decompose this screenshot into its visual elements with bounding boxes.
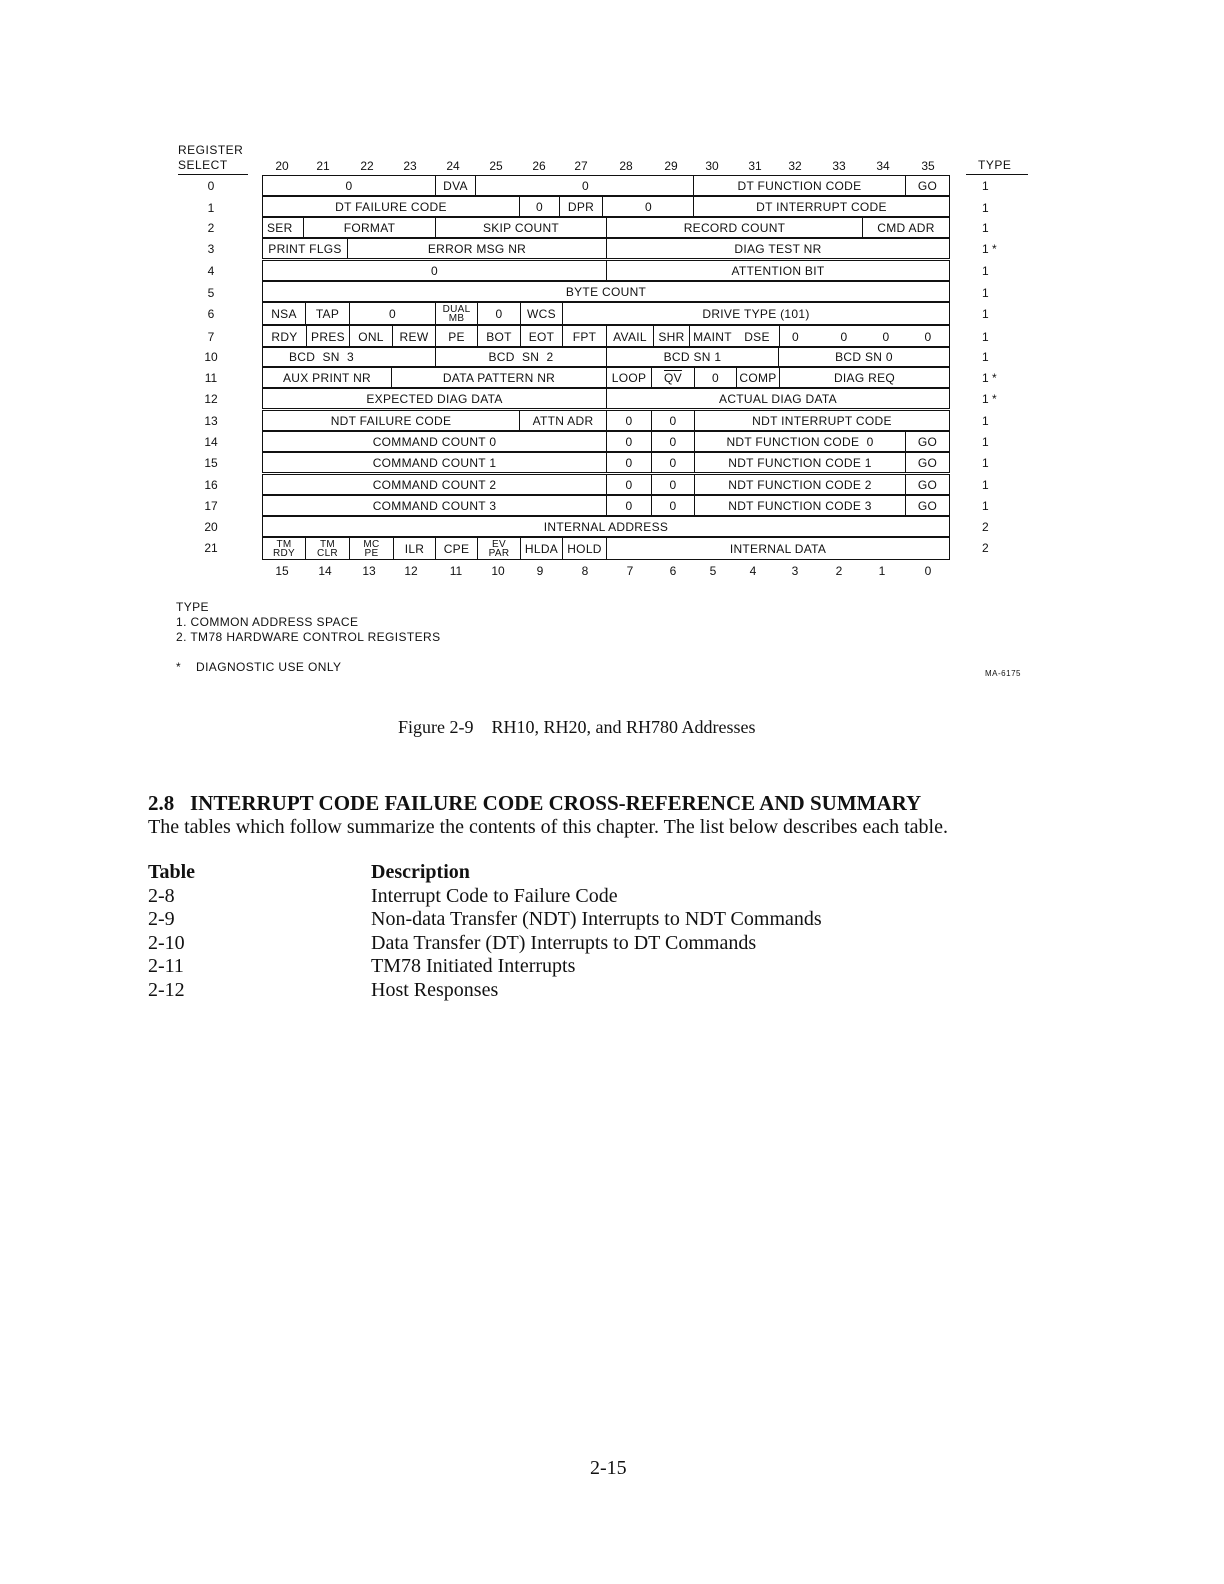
register-field: ERROR MSG NR — [347, 239, 606, 258]
field-line: PAR — [488, 547, 510, 559]
register-field — [477, 538, 520, 559]
register-number: 5 — [207, 286, 215, 300]
bit-number: 7 — [626, 564, 634, 578]
bit-number: 32 — [788, 159, 802, 173]
register-row — [262, 431, 950, 452]
register-field: 0 — [349, 303, 435, 324]
register-number: 20 — [204, 520, 218, 534]
register-type: 1 — [982, 478, 989, 492]
register-field: EXPECTED DIAG DATA — [366, 391, 503, 406]
table-description: Interrupt Code to Failure Code — [371, 885, 618, 907]
legend-item: 1. COMMON ADDRESS SPACE — [176, 615, 359, 629]
register-type: 1 — [982, 499, 989, 513]
register-type: 2 — [982, 541, 989, 555]
bit-number: 24 — [446, 159, 460, 173]
register-field: DATA PATTERN NR — [391, 368, 606, 387]
register-field: 0 — [519, 197, 559, 216]
register-select-line2: SELECT — [178, 158, 228, 172]
register-select-heading — [178, 143, 243, 173]
register-row — [262, 260, 950, 281]
register-type: 1 — [982, 221, 989, 235]
bit-number: 21 — [316, 159, 330, 173]
register-field: 0 — [606, 432, 651, 451]
bit-number: 31 — [748, 159, 762, 173]
register-field: NDT FUNCTION CODE 3 — [694, 496, 905, 515]
register-field: DIAG REQ — [779, 368, 949, 387]
register-select-line1: REGISTER — [178, 143, 244, 157]
register-field: BCD SN 2 — [435, 347, 606, 366]
register-number: 14 — [204, 435, 218, 449]
bit-number: 15 — [275, 564, 289, 578]
register-type: 1 — [982, 179, 989, 193]
register-number: 11 — [204, 371, 218, 385]
figure-caption: Figure 2-9 RH10, RH20, and RH780 Addresses — [398, 717, 756, 737]
register-number: 1 — [207, 201, 215, 215]
bit-number: 34 — [876, 159, 890, 173]
bit-number: 25 — [489, 159, 503, 173]
register-field — [435, 303, 477, 324]
table-number: 2-8 — [148, 885, 175, 907]
register-field: COMMAND COUNT 0 — [372, 434, 497, 449]
register-field: BYTE COUNT — [565, 284, 647, 299]
register-field: 0 — [602, 197, 694, 216]
register-field: COMMAND COUNT 3 — [372, 498, 497, 513]
bit-number: 35 — [921, 159, 935, 173]
register-field: DT INTERRUPT CODE — [693, 197, 949, 216]
register-row — [262, 474, 950, 495]
register-row — [262, 452, 950, 473]
register-field: $\overline{QV}$ — [651, 368, 694, 387]
register-field: AVAIL — [606, 326, 653, 347]
register-type: 1 — [982, 435, 989, 449]
field-line: MC — [363, 538, 380, 550]
bit-number: 20 — [275, 159, 289, 173]
register-field: REW — [392, 326, 435, 347]
register-row — [262, 175, 950, 196]
register-field: SHR — [653, 326, 689, 347]
bit-number: 1 — [878, 564, 886, 578]
register-type: 1 — [982, 264, 989, 278]
register-field: 0 — [924, 329, 932, 344]
register-field: MAINT — [689, 326, 735, 347]
register-field: BCD SN 0 — [778, 347, 949, 366]
table-header-description: Description — [371, 861, 470, 883]
legend-title: TYPE — [176, 600, 209, 614]
register-field: DVA — [435, 176, 475, 195]
register-number: 4 — [207, 264, 215, 278]
bit-number: 9 — [536, 564, 544, 578]
bit-number: 11 — [449, 564, 463, 578]
register-field: TAP — [305, 303, 349, 324]
register-row — [262, 346, 950, 367]
register-select-underline — [178, 174, 248, 175]
register-field: COMMAND COUNT 2 — [372, 477, 497, 492]
register-field: SKIP COUNT — [435, 218, 606, 237]
figure-code: MA-6175 — [985, 669, 1021, 678]
table-header-table: Table — [148, 861, 196, 883]
register-field: NSA — [271, 306, 297, 321]
section-heading: 2.8 INTERRUPT CODE FAILURE CODE CROSS-REFERENCE AND SUMMARY — [148, 791, 922, 815]
register-field: 0 — [606, 475, 651, 494]
register-field: WCS — [520, 303, 562, 324]
register-field: ILR — [393, 538, 435, 559]
bit-number: 33 — [832, 159, 846, 173]
field-line: PE — [364, 547, 379, 559]
table-description: Non-data Transfer (NDT) Interrupts to NDT Commands — [371, 908, 822, 930]
bit-number: 14 — [318, 564, 332, 578]
register-number: 2 — [207, 221, 215, 235]
register-type: 1 — [982, 286, 989, 300]
bit-number: 0 — [924, 564, 932, 578]
register-field: ATTN ADR — [519, 411, 606, 430]
register-field — [263, 538, 305, 559]
register-row — [262, 302, 950, 325]
table-number: 2-12 — [148, 979, 185, 1001]
register-field: 0 — [651, 453, 694, 472]
register-field: NDT INTERRUPT CODE — [694, 411, 949, 430]
register-field: PRINT FLGS — [268, 241, 342, 256]
register-field: BOT — [477, 326, 520, 347]
register-field: INTERNAL DATA — [606, 538, 949, 559]
table-description: TM78 Initiated Interrupts — [371, 955, 576, 977]
register-number: 13 — [204, 414, 218, 428]
register-field: COMMAND COUNT 1 — [372, 455, 497, 470]
register-field: 0 — [345, 178, 353, 193]
register-field: 0 — [606, 411, 651, 430]
register-row — [262, 410, 950, 431]
field-line: TM — [276, 538, 292, 550]
register-row — [262, 388, 950, 409]
register-field — [305, 538, 349, 559]
bit-number: 12 — [404, 564, 418, 578]
field-line: CLR — [317, 547, 338, 559]
register-number: 0 — [207, 179, 215, 193]
bit-number: 26 — [532, 159, 546, 173]
register-field: 0 — [694, 368, 736, 387]
register-row — [262, 325, 950, 348]
register-field: 0 — [606, 453, 651, 472]
register-field: 0 — [651, 432, 694, 451]
register-number: 12 — [204, 392, 218, 406]
register-field: 0 — [606, 496, 651, 515]
register-field: RECORD COUNT — [606, 218, 862, 237]
register-row — [262, 367, 950, 388]
register-number: 17 — [204, 499, 218, 513]
section-intro: The tables which follow summarize the contents of this chapter. The list below describes each table. — [148, 816, 948, 838]
field-line: TM — [319, 538, 336, 550]
register-field: 0 — [651, 475, 694, 494]
register-field: PRES — [306, 326, 349, 347]
bit-number: 29 — [664, 159, 678, 173]
register-number: 7 — [207, 330, 215, 344]
type-legend — [176, 600, 441, 645]
register-field: EOT — [520, 326, 562, 347]
register-type: 1 — [982, 201, 989, 215]
register-field: 0 — [431, 263, 438, 278]
register-field: NDT FAILURE CODE — [330, 413, 452, 428]
register-type: 1 — [982, 350, 989, 364]
register-row — [262, 238, 950, 259]
register-row — [262, 537, 950, 560]
field-line: DUAL — [442, 303, 471, 315]
bit-number: 30 — [705, 159, 719, 173]
register-field: NDT FUNCTION CODE 2 — [694, 475, 905, 494]
bit-number: 6 — [669, 564, 677, 578]
register-field: HOLD — [562, 538, 606, 559]
register-field: BCD SN 1 — [606, 347, 778, 366]
register-field: NDT FUNCTION CODE 1 — [694, 453, 905, 472]
legend-item: 2. TM78 HARDWARE CONTROL REGISTERS — [176, 630, 441, 644]
register-field: DIAG TEST NR — [606, 239, 949, 258]
register-field: GO — [905, 453, 949, 472]
page-number: 2-15 — [590, 1457, 627, 1479]
register-field: 0 — [477, 303, 520, 324]
register-field — [349, 538, 393, 559]
register-type: 1 — [982, 456, 989, 470]
bit-number: 10 — [491, 564, 505, 578]
register-row — [262, 495, 950, 516]
register-field: DRIVE TYPE (101) — [562, 303, 949, 324]
register-type: 1 — [982, 330, 989, 344]
table-number: 2-9 — [148, 908, 175, 930]
register-number: 15 — [204, 456, 218, 470]
register-number: 16 — [204, 478, 218, 492]
table-description: Host Responses — [371, 979, 499, 1001]
register-field: DPR — [559, 197, 602, 216]
register-field: 0 — [475, 176, 695, 195]
register-field: DSE — [744, 329, 770, 344]
field-line: EV — [492, 538, 506, 550]
bit-number: 4 — [749, 564, 757, 578]
register-field: DT FAILURE CODE — [335, 199, 447, 214]
register-field: FPT — [562, 326, 606, 347]
type-underline — [966, 174, 1028, 175]
register-row — [262, 196, 950, 217]
register-field: FORMAT — [303, 218, 435, 237]
register-type: 1 * — [982, 392, 997, 406]
register-type: 1 * — [982, 242, 997, 256]
register-field: GO — [905, 475, 949, 494]
register-field: RDY — [271, 329, 298, 344]
register-field: GO — [905, 496, 949, 515]
register-field: COMP — [736, 368, 779, 387]
bit-number: 8 — [581, 564, 589, 578]
bit-number: 27 — [574, 159, 588, 173]
diagnostic-note: * DIAGNOSTIC USE ONLY — [176, 660, 342, 674]
register-field: HLDA — [520, 538, 562, 559]
bit-number: 5 — [709, 564, 717, 578]
register-number: 21 — [204, 541, 218, 555]
register-field: 0 — [651, 496, 694, 515]
register-number: 6 — [207, 307, 215, 321]
register-field: 0 — [840, 329, 848, 344]
register-field: LOOP — [606, 368, 651, 387]
field-line: RDY — [272, 547, 295, 559]
register-field: INTERNAL ADDRESS — [543, 519, 669, 534]
register-row — [262, 217, 950, 238]
register-field: NDT FUNCTION CODE 0 — [694, 432, 905, 451]
register-field: GO — [905, 432, 949, 451]
bit-number: 22 — [360, 159, 374, 173]
table-number: 2-11 — [148, 955, 184, 977]
bit-number: 13 — [362, 564, 376, 578]
register-type: 1 — [982, 414, 989, 428]
register-field: ONL — [349, 326, 392, 347]
register-field: SER — [267, 220, 293, 235]
bit-number: 3 — [791, 564, 799, 578]
register-field: BCD SN 3 — [289, 349, 355, 364]
register-field: ACTUAL DIAG DATA — [606, 389, 949, 408]
register-field: CMD ADR — [862, 218, 949, 237]
register-field: ATTENTION BIT — [606, 261, 949, 280]
register-field: CPE — [435, 538, 477, 559]
register-number: 10 — [204, 350, 218, 364]
bit-number: 23 — [403, 159, 417, 173]
register-field: PE — [435, 326, 477, 347]
bit-number: 2 — [835, 564, 843, 578]
register-field: 0 — [651, 411, 694, 430]
register-field: GO — [905, 176, 949, 195]
table-number: 2-10 — [148, 932, 185, 954]
register-field: AUX PRINT NR — [282, 370, 372, 385]
register-type: 1 — [982, 307, 989, 321]
register-field: DT FUNCTION CODE — [693, 176, 905, 195]
register-type: 2 — [982, 520, 989, 534]
register-type: 1 * — [982, 371, 997, 385]
register-field: 0 — [779, 326, 823, 347]
field-line: MB — [448, 312, 465, 324]
register-field: 0 — [882, 329, 890, 344]
register-number: 3 — [207, 242, 215, 256]
table-description: Data Transfer (DT) Interrupts to DT Commands — [371, 932, 757, 954]
bit-number: 28 — [619, 159, 633, 173]
register-row — [262, 516, 950, 537]
type-heading: TYPE — [978, 158, 1012, 172]
register-row — [262, 281, 950, 302]
